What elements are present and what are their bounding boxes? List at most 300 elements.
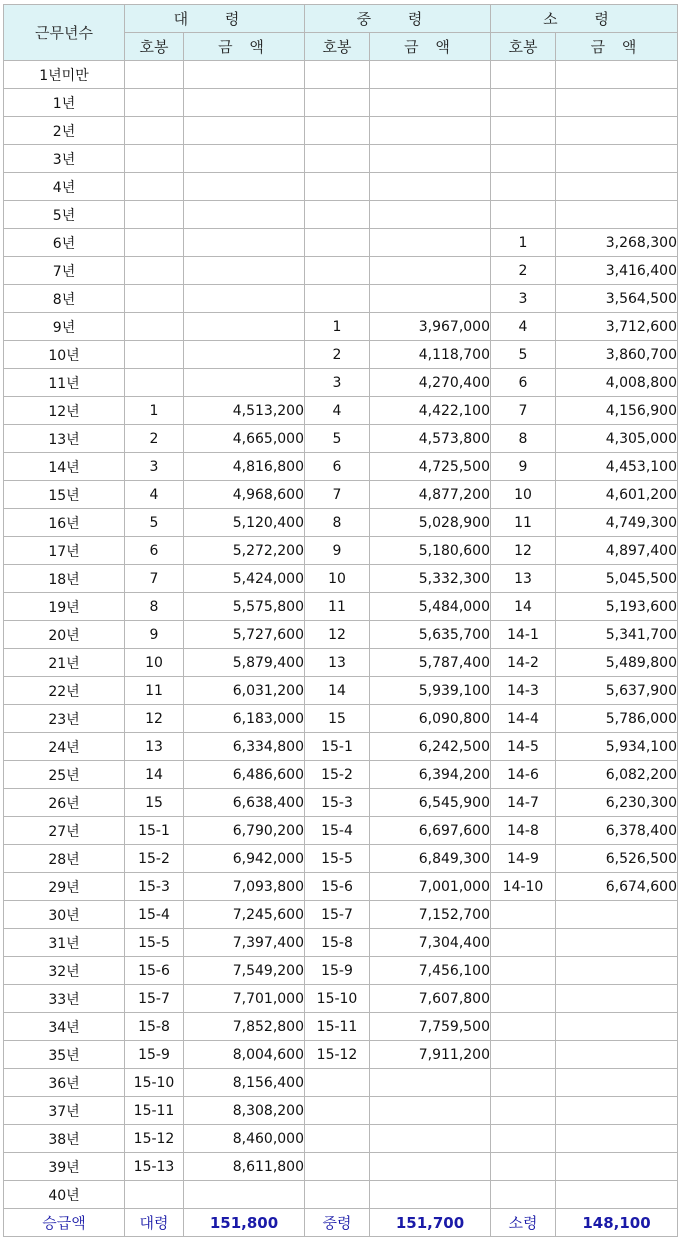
lt-colonel-step-cell: 2 [305, 341, 370, 369]
major-amount-cell: 5,786,000 [556, 705, 678, 733]
major-step-cell: 2 [491, 257, 556, 285]
colonel-amount-cell: 4,665,000 [184, 425, 305, 453]
year-cell: 9년 [4, 313, 125, 341]
major-amount-cell: 4,156,900 [556, 397, 678, 425]
major-amount-cell [556, 89, 678, 117]
major-amount-cell [556, 1125, 678, 1153]
year-cell: 23년 [4, 705, 125, 733]
lt-colonel-step-cell: 15-11 [305, 1013, 370, 1041]
major-amount-cell [556, 957, 678, 985]
year-cell: 26년 [4, 789, 125, 817]
major-amount-cell: 5,489,800 [556, 649, 678, 677]
colonel-amount-cell [184, 89, 305, 117]
lt-colonel-step-cell: 15-7 [305, 901, 370, 929]
lt-colonel-amount-cell: 3,967,000 [370, 313, 491, 341]
major-step-cell: 14-2 [491, 649, 556, 677]
lt-colonel-step-cell: 15-6 [305, 873, 370, 901]
year-cell: 32년 [4, 957, 125, 985]
major-step-cell: 4 [491, 313, 556, 341]
lt-colonel-step-cell [305, 1125, 370, 1153]
colonel-amount-cell: 8,460,000 [184, 1125, 305, 1153]
lt-colonel-step-cell: 11 [305, 593, 370, 621]
table-row [4, 817, 678, 845]
lt-colonel-amount-cell: 4,725,500 [370, 453, 491, 481]
colonel-step-cell: 12 [125, 705, 184, 733]
table-row [4, 425, 678, 453]
lt-colonel-step-cell: 15-5 [305, 845, 370, 873]
year-cell: 39년 [4, 1153, 125, 1181]
lt-colonel-amount-cell [370, 1153, 491, 1181]
lt-colonel-increment-amount: 151,700 [370, 1209, 491, 1237]
lt-colonel-step-cell: 14 [305, 677, 370, 705]
lt-colonel-amount-cell: 6,849,300 [370, 845, 491, 873]
colonel-amount-cell: 6,790,200 [184, 817, 305, 845]
table-row [4, 229, 678, 257]
colonel-step-cell [125, 229, 184, 257]
colonel-amount-cell: 5,575,800 [184, 593, 305, 621]
major-step-cell: 1 [491, 229, 556, 257]
lt-colonel-step-cell [305, 229, 370, 257]
lt-colonel-amount-cell: 7,456,100 [370, 957, 491, 985]
major-amount-cell [556, 61, 678, 89]
year-cell: 2년 [4, 117, 125, 145]
table-body [4, 61, 678, 1209]
lt-colonel-amount-cell: 6,697,600 [370, 817, 491, 845]
colonel-amount-cell: 8,308,200 [184, 1097, 305, 1125]
colonel-amount-cell: 6,942,000 [184, 845, 305, 873]
major-step-cell: 9 [491, 453, 556, 481]
colonel-step-cell [125, 341, 184, 369]
lt-colonel-amount-cell: 4,877,200 [370, 481, 491, 509]
colonel-step-cell: 15-1 [125, 817, 184, 845]
colonel-amount-cell: 7,852,800 [184, 1013, 305, 1041]
table-row [4, 397, 678, 425]
major-amount-cell: 6,674,600 [556, 873, 678, 901]
major-amount-cell: 5,045,500 [556, 565, 678, 593]
colonel-increment-name: 대령 [125, 1209, 184, 1237]
table-row [4, 873, 678, 901]
major-step-cell [491, 957, 556, 985]
table-row [4, 285, 678, 313]
lt-colonel-amount-cell [370, 89, 491, 117]
major-header: 소 령 [491, 5, 678, 33]
lt-colonel-amount-cell [370, 61, 491, 89]
colonel-step-cell: 15-8 [125, 1013, 184, 1041]
major-step-cell [491, 1125, 556, 1153]
colonel-amount-cell: 5,120,400 [184, 509, 305, 537]
lt-colonel-step-cell: 15-1 [305, 733, 370, 761]
major-step-cell: 5 [491, 341, 556, 369]
lt-colonel-step-cell: 15-10 [305, 985, 370, 1013]
year-cell: 34년 [4, 1013, 125, 1041]
table-row [4, 761, 678, 789]
colonel-amount-cell: 5,727,600 [184, 621, 305, 649]
major-step-header: 호봉 [491, 33, 556, 61]
major-amount-cell [556, 1041, 678, 1069]
lt-colonel-step-header: 호봉 [305, 33, 370, 61]
table-row [4, 929, 678, 957]
lt-colonel-amount-cell: 7,607,800 [370, 985, 491, 1013]
year-cell: 25년 [4, 761, 125, 789]
lt-colonel-amount-cell: 5,332,300 [370, 565, 491, 593]
year-cell: 36년 [4, 1069, 125, 1097]
major-step-cell: 7 [491, 397, 556, 425]
year-cell: 18년 [4, 565, 125, 593]
year-cell: 8년 [4, 285, 125, 313]
lt-colonel-amount-cell: 7,911,200 [370, 1041, 491, 1069]
lt-colonel-amount-cell: 5,180,600 [370, 537, 491, 565]
colonel-amount-cell [184, 341, 305, 369]
colonel-amount-cell: 8,611,800 [184, 1153, 305, 1181]
year-cell: 1년미만 [4, 61, 125, 89]
colonel-step-cell: 15-11 [125, 1097, 184, 1125]
lt-colonel-step-cell: 6 [305, 453, 370, 481]
major-amount-cell [556, 1153, 678, 1181]
colonel-step-cell: 1 [125, 397, 184, 425]
major-step-cell [491, 1181, 556, 1209]
table-row [4, 1181, 678, 1209]
colonel-amount-cell: 4,968,600 [184, 481, 305, 509]
year-cell: 16년 [4, 509, 125, 537]
colonel-step-cell [125, 285, 184, 313]
colonel-amount-cell: 6,486,600 [184, 761, 305, 789]
lt-colonel-amount-cell: 5,028,900 [370, 509, 491, 537]
table-row [4, 1097, 678, 1125]
table-row [4, 733, 678, 761]
major-step-cell [491, 929, 556, 957]
table-row [4, 985, 678, 1013]
major-amount-cell: 3,712,600 [556, 313, 678, 341]
lt-colonel-step-cell [305, 117, 370, 145]
lt-colonel-amount-cell [370, 1181, 491, 1209]
major-amount-cell: 5,637,900 [556, 677, 678, 705]
major-amount-cell [556, 145, 678, 173]
major-step-cell: 14-1 [491, 621, 556, 649]
lt-colonel-step-cell: 8 [305, 509, 370, 537]
lt-colonel-amount-cell: 5,939,100 [370, 677, 491, 705]
colonel-amount-cell [184, 173, 305, 201]
table-row [4, 1041, 678, 1069]
table-row [4, 537, 678, 565]
table-row [4, 89, 678, 117]
table-row [4, 705, 678, 733]
colonel-step-cell: 9 [125, 621, 184, 649]
lt-colonel-amount-cell [370, 117, 491, 145]
major-step-cell [491, 985, 556, 1013]
colonel-amount-cell: 8,004,600 [184, 1041, 305, 1069]
major-amount-cell: 6,082,200 [556, 761, 678, 789]
colonel-amount-cell [184, 285, 305, 313]
major-amount-cell: 3,268,300 [556, 229, 678, 257]
table-row [4, 1153, 678, 1181]
lt-colonel-step-cell: 13 [305, 649, 370, 677]
colonel-amount-cell: 7,701,000 [184, 985, 305, 1013]
colonel-amount-cell: 5,424,000 [184, 565, 305, 593]
major-step-cell: 12 [491, 537, 556, 565]
major-step-cell: 14-3 [491, 677, 556, 705]
colonel-step-cell: 2 [125, 425, 184, 453]
table-row [4, 453, 678, 481]
major-amount-cell: 4,601,200 [556, 481, 678, 509]
major-amount-cell [556, 201, 678, 229]
colonel-step-cell [125, 145, 184, 173]
promotion-increment-row [4, 1209, 678, 1237]
lt-colonel-step-cell: 15-2 [305, 761, 370, 789]
colonel-step-cell: 15-5 [125, 929, 184, 957]
lt-colonel-amount-cell [370, 1069, 491, 1097]
year-cell: 27년 [4, 817, 125, 845]
colonel-step-cell: 15-7 [125, 985, 184, 1013]
lt-colonel-step-cell [305, 285, 370, 313]
year-cell: 6년 [4, 229, 125, 257]
major-amount-cell [556, 1069, 678, 1097]
lt-colonel-step-cell [305, 145, 370, 173]
colonel-step-cell [125, 61, 184, 89]
lt-colonel-amount-cell: 6,090,800 [370, 705, 491, 733]
table-row [4, 509, 678, 537]
table-row [4, 957, 678, 985]
major-step-cell [491, 1097, 556, 1125]
lt-colonel-step-cell [305, 257, 370, 285]
major-amount-cell: 6,378,400 [556, 817, 678, 845]
lt-colonel-step-cell [305, 201, 370, 229]
colonel-step-cell: 13 [125, 733, 184, 761]
colonel-amount-cell [184, 145, 305, 173]
year-cell: 1년 [4, 89, 125, 117]
colonel-amount-cell: 4,513,200 [184, 397, 305, 425]
major-step-cell [491, 145, 556, 173]
table-row [4, 621, 678, 649]
year-cell: 15년 [4, 481, 125, 509]
pay-scale-table [3, 4, 678, 1237]
lt-colonel-amount-cell [370, 173, 491, 201]
lt-colonel-step-cell: 15-8 [305, 929, 370, 957]
colonel-step-cell: 11 [125, 677, 184, 705]
colonel-step-cell: 8 [125, 593, 184, 621]
major-step-cell [491, 117, 556, 145]
colonel-amount-cell [184, 229, 305, 257]
major-amount-cell: 6,230,300 [556, 789, 678, 817]
years-of-service-header: 근무년수 [4, 5, 125, 61]
year-cell: 35년 [4, 1041, 125, 1069]
lt-colonel-amount-cell: 6,242,500 [370, 733, 491, 761]
lt-colonel-amount-header: 금 액 [370, 33, 491, 61]
lt-colonel-amount-cell [370, 145, 491, 173]
colonel-amount-cell: 6,638,400 [184, 789, 305, 817]
colonel-step-cell: 15-13 [125, 1153, 184, 1181]
year-cell: 22년 [4, 677, 125, 705]
year-cell: 30년 [4, 901, 125, 929]
lt-colonel-step-cell: 5 [305, 425, 370, 453]
major-step-cell [491, 61, 556, 89]
major-step-cell: 14 [491, 593, 556, 621]
year-cell: 10년 [4, 341, 125, 369]
year-cell: 28년 [4, 845, 125, 873]
colonel-step-cell: 5 [125, 509, 184, 537]
year-cell: 20년 [4, 621, 125, 649]
major-amount-cell [556, 1181, 678, 1209]
major-amount-cell: 4,453,100 [556, 453, 678, 481]
year-cell: 38년 [4, 1125, 125, 1153]
colonel-step-cell: 4 [125, 481, 184, 509]
major-amount-cell [556, 929, 678, 957]
lt-colonel-amount-cell [370, 201, 491, 229]
colonel-step-cell: 15-2 [125, 845, 184, 873]
lt-colonel-amount-cell: 4,422,100 [370, 397, 491, 425]
colonel-step-cell: 7 [125, 565, 184, 593]
year-cell: 7년 [4, 257, 125, 285]
year-cell: 5년 [4, 201, 125, 229]
lt-colonel-step-cell [305, 61, 370, 89]
colonel-step-cell [125, 1181, 184, 1209]
year-cell: 33년 [4, 985, 125, 1013]
table-row [4, 677, 678, 705]
major-step-cell [491, 1153, 556, 1181]
colonel-amount-cell: 4,816,800 [184, 453, 305, 481]
colonel-amount-cell [184, 1181, 305, 1209]
year-cell: 4년 [4, 173, 125, 201]
lt-colonel-step-cell: 15 [305, 705, 370, 733]
colonel-step-cell: 10 [125, 649, 184, 677]
colonel-amount-cell [184, 257, 305, 285]
colonel-step-cell [125, 117, 184, 145]
table-header [4, 5, 678, 61]
major-amount-header: 금 액 [556, 33, 678, 61]
colonel-amount-cell [184, 201, 305, 229]
colonel-step-cell: 15-3 [125, 873, 184, 901]
colonel-amount-cell [184, 61, 305, 89]
year-cell: 3년 [4, 145, 125, 173]
lt-colonel-step-cell: 7 [305, 481, 370, 509]
table-row [4, 313, 678, 341]
lt-colonel-amount-cell: 4,573,800 [370, 425, 491, 453]
lt-colonel-step-cell: 10 [305, 565, 370, 593]
table-row [4, 1013, 678, 1041]
colonel-step-cell: 3 [125, 453, 184, 481]
lt-colonel-amount-cell: 5,787,400 [370, 649, 491, 677]
colonel-amount-cell: 7,397,400 [184, 929, 305, 957]
lt-colonel-step-cell [305, 1153, 370, 1181]
lieutenant-colonel-header: 중 령 [305, 5, 491, 33]
colonel-step-cell [125, 313, 184, 341]
major-step-cell [491, 901, 556, 929]
lt-colonel-step-cell: 4 [305, 397, 370, 425]
table-footer [4, 1209, 678, 1237]
colonel-amount-cell: 6,334,800 [184, 733, 305, 761]
lt-colonel-step-cell [305, 1069, 370, 1097]
major-step-cell [491, 201, 556, 229]
major-amount-cell [556, 985, 678, 1013]
colonel-step-cell: 15-10 [125, 1069, 184, 1097]
colonel-amount-cell [184, 313, 305, 341]
major-amount-cell: 6,526,500 [556, 845, 678, 873]
major-amount-cell: 4,305,000 [556, 425, 678, 453]
lt-colonel-amount-cell: 4,118,700 [370, 341, 491, 369]
lt-colonel-step-cell: 15-3 [305, 789, 370, 817]
table-row [4, 901, 678, 929]
table-row [4, 61, 678, 89]
lt-colonel-step-cell: 15-12 [305, 1041, 370, 1069]
colonel-step-cell: 15-6 [125, 957, 184, 985]
colonel-amount-cell [184, 369, 305, 397]
colonel-step-cell [125, 173, 184, 201]
lt-colonel-amount-cell: 5,635,700 [370, 621, 491, 649]
table-row [4, 593, 678, 621]
major-step-cell [491, 1041, 556, 1069]
colonel-amount-cell: 7,245,600 [184, 901, 305, 929]
major-step-cell [491, 1013, 556, 1041]
major-step-cell [491, 89, 556, 117]
lt-colonel-step-cell: 15-9 [305, 957, 370, 985]
colonel-step-cell [125, 89, 184, 117]
major-step-cell: 14-6 [491, 761, 556, 789]
lt-colonel-step-cell [305, 1181, 370, 1209]
major-amount-cell: 5,341,700 [556, 621, 678, 649]
lt-colonel-amount-cell [370, 229, 491, 257]
major-amount-cell: 4,008,800 [556, 369, 678, 397]
lt-colonel-step-cell: 9 [305, 537, 370, 565]
lt-colonel-amount-cell [370, 257, 491, 285]
lt-colonel-amount-cell: 6,394,200 [370, 761, 491, 789]
lt-colonel-amount-cell: 5,484,000 [370, 593, 491, 621]
year-cell: 37년 [4, 1097, 125, 1125]
colonel-amount-cell: 6,183,000 [184, 705, 305, 733]
colonel-step-cell [125, 201, 184, 229]
major-amount-cell [556, 1013, 678, 1041]
major-step-cell: 10 [491, 481, 556, 509]
lt-colonel-amount-cell: 6,545,900 [370, 789, 491, 817]
increment-label: 승급액 [4, 1209, 125, 1237]
lt-colonel-increment-name: 중령 [305, 1209, 370, 1237]
table-row [4, 257, 678, 285]
year-cell: 40년 [4, 1181, 125, 1209]
year-cell: 17년 [4, 537, 125, 565]
major-step-cell: 14-8 [491, 817, 556, 845]
major-step-cell [491, 173, 556, 201]
year-cell: 19년 [4, 593, 125, 621]
table-row [4, 845, 678, 873]
lt-colonel-step-cell [305, 89, 370, 117]
colonel-step-header: 호봉 [125, 33, 184, 61]
major-step-cell: 8 [491, 425, 556, 453]
colonel-amount-cell: 6,031,200 [184, 677, 305, 705]
major-step-cell [491, 1069, 556, 1097]
major-increment-name: 소령 [491, 1209, 556, 1237]
major-step-cell: 3 [491, 285, 556, 313]
colonel-amount-cell: 5,879,400 [184, 649, 305, 677]
table-row [4, 649, 678, 677]
lt-colonel-amount-cell: 7,759,500 [370, 1013, 491, 1041]
lt-colonel-step-cell: 1 [305, 313, 370, 341]
lt-colonel-step-cell [305, 1097, 370, 1125]
lt-colonel-step-cell: 15-4 [305, 817, 370, 845]
major-amount-cell [556, 117, 678, 145]
colonel-step-cell [125, 257, 184, 285]
major-step-cell: 14-4 [491, 705, 556, 733]
lt-colonel-step-cell [305, 173, 370, 201]
major-amount-cell: 5,193,600 [556, 593, 678, 621]
colonel-step-cell: 14 [125, 761, 184, 789]
year-cell: 24년 [4, 733, 125, 761]
colonel-amount-cell [184, 117, 305, 145]
colonel-step-cell: 6 [125, 537, 184, 565]
major-step-cell: 14-10 [491, 873, 556, 901]
major-amount-cell: 4,897,400 [556, 537, 678, 565]
major-amount-cell [556, 173, 678, 201]
colonel-amount-header: 금 액 [184, 33, 305, 61]
table-row [4, 201, 678, 229]
table-row [4, 565, 678, 593]
